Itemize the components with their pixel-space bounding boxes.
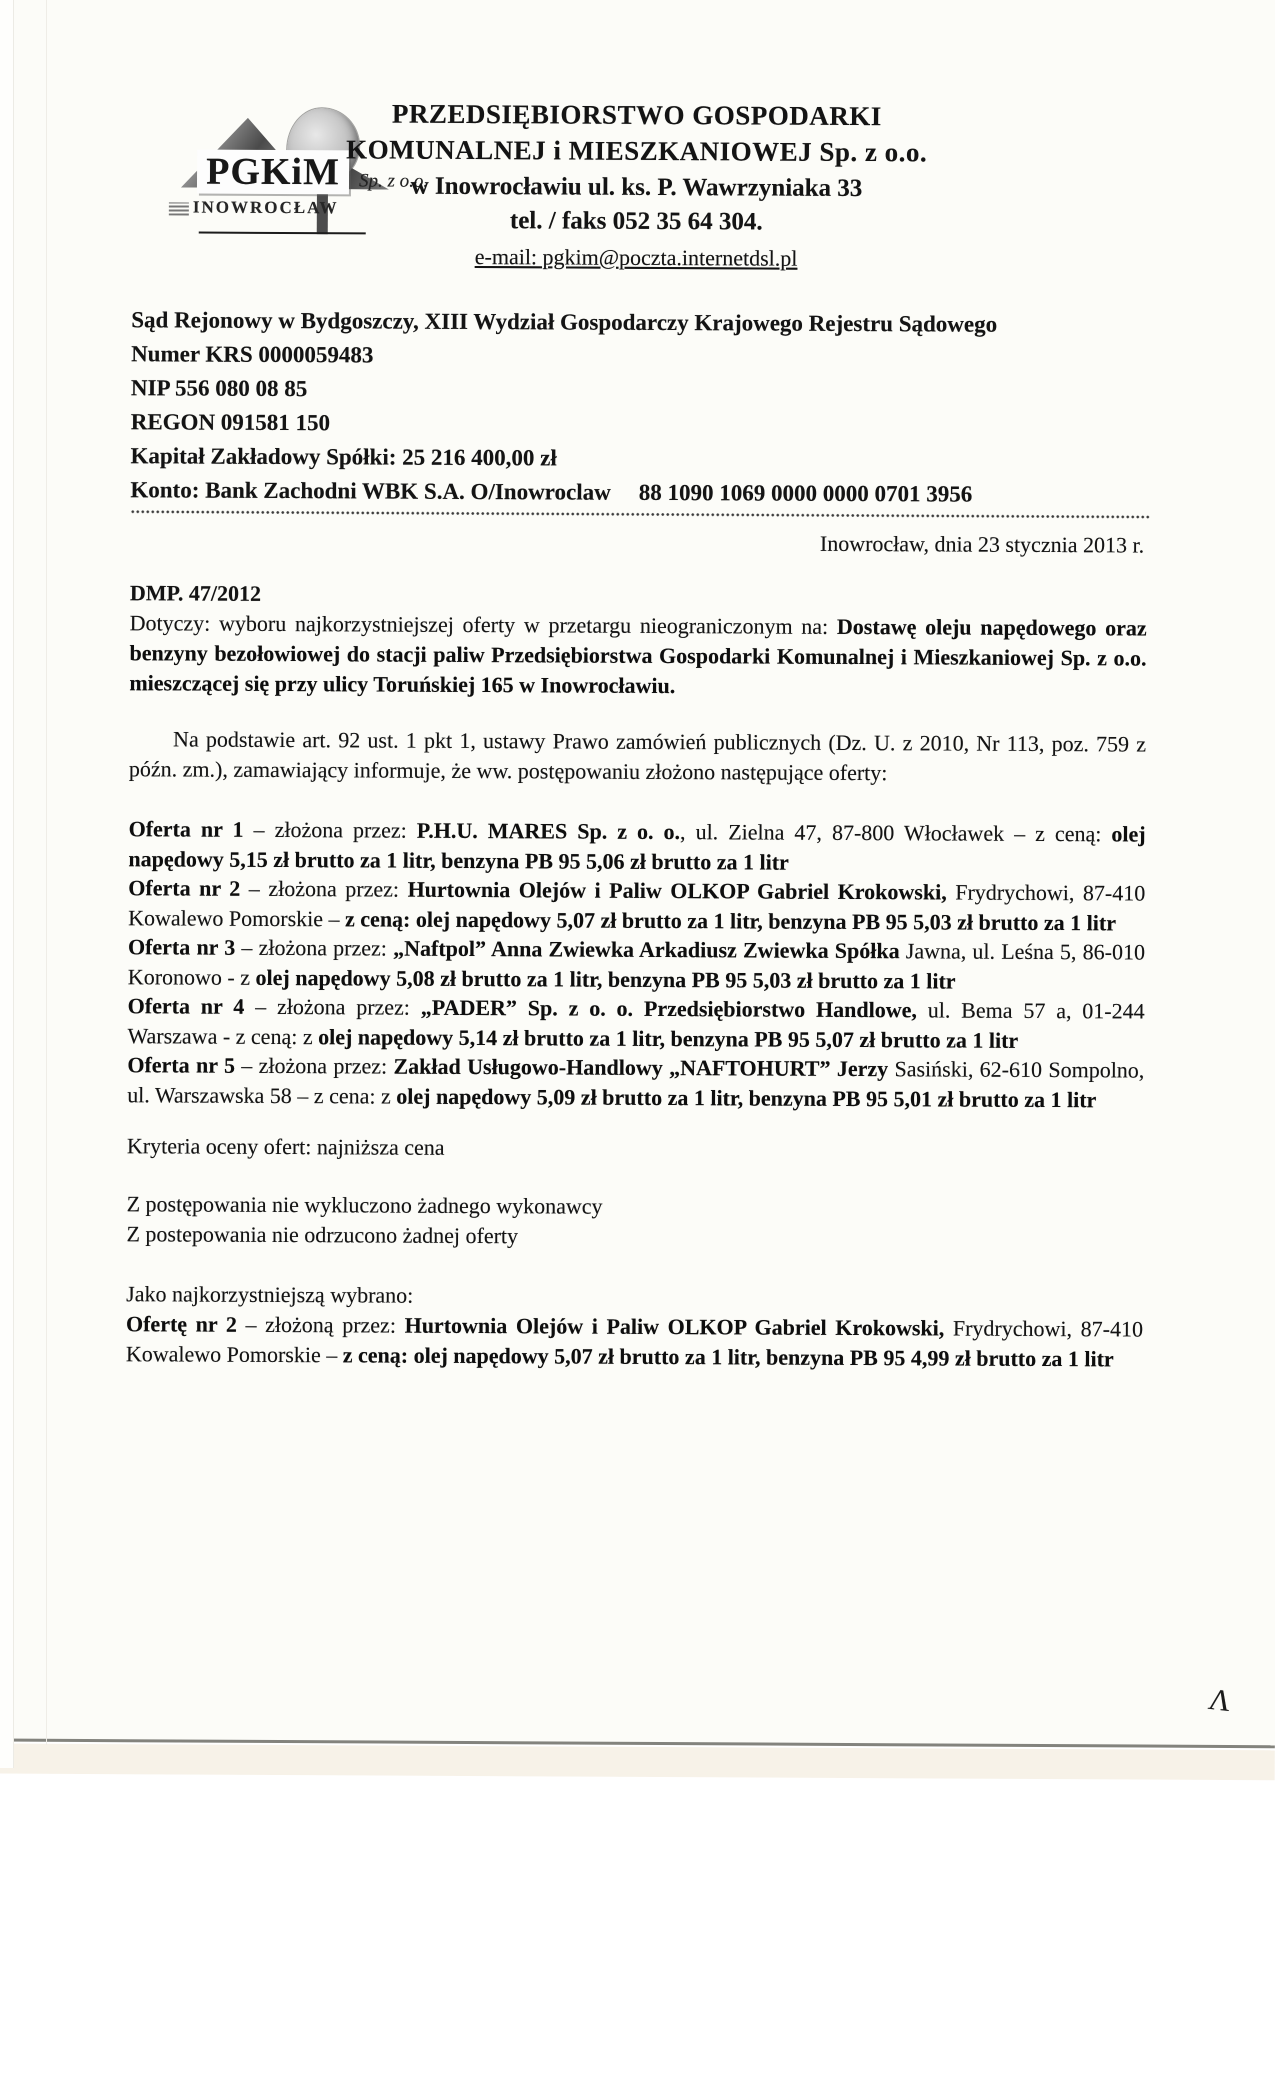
- scan-left-line: [46, 0, 47, 1745]
- letterhead-phone: tel. / faks 052 35 64 304.: [509, 207, 763, 236]
- offer-5-address: Sasiński, 62-610 Sompolno, ul. Warszawska 58 – z cena: z: [127, 1056, 1145, 1109]
- offer-4-number: Oferta nr 4: [127, 993, 245, 1019]
- logo-company-suffix: Sp. z o.o.: [358, 170, 429, 192]
- offer-5-bidder: Zakład Usługowo-Handlowy „NAFTOHURT” Jerzy: [393, 1053, 889, 1082]
- offer-5-price: olej napędowy 5,09 zł brutto za 1 litr, benzyna PB 95 5,01 zł brutto za 1 litr: [396, 1083, 1097, 1112]
- offer-paragraph-3: [128, 932, 1145, 996]
- letterhead-line1: PRZEDSIĘBIORSTWO GOSPODARKI: [391, 98, 882, 132]
- offer-3-number: Oferta nr 3: [127, 934, 236, 960]
- offer-1-price: olej napędowy 5,15 zł brutto za 1 litr, benzyna PB 95 5,06 zł brutto za 1 litr: [128, 821, 1146, 875]
- account-line: [130, 473, 1160, 512]
- regon-line: REGON 091581 150: [130, 409, 331, 436]
- offer-2-address: Frydrychowi, 87-410 Kowalewo Pomorskie –: [128, 879, 1146, 931]
- logo-acronym: PGKiM: [206, 150, 341, 194]
- offer-3-price: olej napędowy 5,08 zł brutto za 1 litr, benzyna PB 95 5,03 zł brutto za 1 litr: [255, 964, 956, 994]
- offer-3-lead: – złożona przez:: [235, 934, 394, 961]
- offer-1-bidder: P.H.U. MARES Sp. z o. o.: [416, 817, 681, 845]
- offer-2-lead: – złożona przez:: [240, 875, 408, 902]
- procedure-status: [126, 1189, 1143, 1254]
- case-number: DMP. 47/2012: [129, 580, 262, 606]
- no-exclusion-line: Z postępowania nie wykluczono żadnego wykonawcy: [126, 1191, 603, 1219]
- letterhead-address: w Inowrocławiu ul. ks. P. Wawrzyniaka 33: [410, 172, 863, 203]
- offers-list: [127, 814, 1146, 1114]
- date-line: Inowrocław, dnia 23 stycznia 2013 r.: [819, 530, 1145, 558]
- subject-prefix: Dotyczy: wyboru najkorzystniejszej oferty w przetargu nieograniczonym na:: [129, 610, 838, 639]
- handwritten-page-mark: Λ: [1205, 1683, 1235, 1718]
- scan-left-edge: [0, 0, 14, 1768]
- offer-4-price: olej napędowy 5,14 zł brutto za 1 litr, benzyna PB 95 5,07 zł brutto za 1 litr: [318, 1023, 1019, 1053]
- offer-4-lead: – złożona przez:: [244, 993, 421, 1020]
- offer-1-lead: – złożona przez:: [243, 816, 417, 843]
- winner-lead: – złożoną przez:: [236, 1311, 405, 1338]
- offer-2-price: z ceną: olej napędowy 5,07 zł brutto za 1 litr, benzyna PB 95 5,03 zł brutto za 1 litr: [345, 905, 1117, 935]
- winner-block: [126, 1279, 1143, 1374]
- offer-5-number: Oferta nr 5: [127, 1052, 236, 1078]
- offer-3-address: Jawna, ul. Leśna 5, 86-010 Koronowo - z: [127, 938, 1146, 990]
- winner-price: z ceną: olej napędowy 5,07 zł brutto za 1 litr, benzyna PB 95 4,99 zł brutto za 1 litr: [342, 1342, 1114, 1372]
- offer-1-address: , ul. Zielna 47, 87-800 Włocławek – z ceną:: [680, 819, 1112, 847]
- krs-line: Numer KRS 0000059483: [131, 341, 374, 368]
- winner-paragraph: [126, 1309, 1143, 1374]
- legal-basis-paragraph: Na podstawie art. 92 ust. 1 pkt 1, ustawy Prawo zamówień publicznych (Dz. U. z 2010, Nr 113, poz. 759 z późn. zm.), zamawiający informuje, że ww. postępowaniu złożono następujące oferty:: [128, 726, 1147, 786]
- winner-intro-line: Jako najkorzystniejszą wybrano:: [126, 1281, 414, 1308]
- winner-address: Frydrychowi, 87-410 Kowalewo Pomorskie –: [125, 1315, 1144, 1368]
- scan-bottom-band: [0, 1743, 1275, 1780]
- letter-body: [126, 578, 1147, 1374]
- offer-paragraph-2: [128, 873, 1145, 937]
- nip-line: NIP 556 080 08 85: [130, 375, 308, 402]
- logo-city: INOWROCŁAW: [192, 197, 339, 218]
- offer-2-bidder: Hurtownia Olejów i Paliw OLKOP Gabriel Krokowski,: [407, 876, 947, 905]
- offer-paragraph-1: [128, 814, 1145, 878]
- offer-paragraph-4: [127, 991, 1144, 1055]
- letterhead-line2: KOMUNALNEJ i MIESZKANIOWEJ Sp. z o.o.: [346, 134, 928, 168]
- logo-stripes-icon: [169, 202, 189, 215]
- account-label: Konto: Bank Zachodni WBK S.A. O/Inowroclaw: [130, 477, 611, 505]
- registry-details: [130, 303, 1161, 512]
- account-number: 88 1090 1069 0000 0000 0701 3956: [638, 479, 973, 507]
- subject-paragraph: [129, 608, 1146, 703]
- offer-4-bidder: „PADER” Sp. z o. o. Przedsiębiorstwo Handlowe,: [420, 994, 917, 1023]
- winner-number: Ofertę nr 2: [125, 1311, 238, 1337]
- letterhead-email: e-mail: pgkim@poczta.internetdsl.pl: [474, 244, 798, 271]
- offer-1-number: Oferta nr 1: [128, 816, 244, 842]
- subject-bold: Dostawę oleju napędowego oraz benzyny bezołowiowej do stacji paliw Przedsiębiorstwa Gospodarki Komunalnej i Mieszkaniowej Sp. z o.o. mieszczącej się przy ulicy Toruńskiej 165 w Inowrocławiu.: [129, 613, 1147, 699]
- winner-bidder: Hurtownia Olejów i Paliw OLKOP Gabriel Krokowski,: [404, 1312, 945, 1341]
- offer-3-bidder: „Naftpol” Anna Zwiewka Arkadiusz Zwiewka Spółka: [393, 935, 900, 964]
- letterhead: [314, 95, 960, 274]
- capital-line: Kapitał Zakładowy Spółki: 25 216 400,00 zł: [130, 443, 557, 471]
- offer-paragraph-5: [127, 1050, 1144, 1114]
- criteria-line: Kryteria oceny ofert: najniższa cena: [126, 1133, 445, 1160]
- offer-4-address: ul. Bema 57 a, 01-244 Warszawa - z ceną: z: [127, 997, 1145, 1049]
- court-line: Sąd Rejonowy w Bydgoszczy, XIII Wydział Gospodarczy Krajowego Rejestru Sądowego: [131, 307, 998, 337]
- no-rejection-line: Z postepowania nie odrzucono żadnej oferty: [126, 1221, 519, 1249]
- offer-5-lead: – złożona przez:: [234, 1052, 394, 1079]
- offer-2-number: Oferta nr 2: [128, 875, 241, 901]
